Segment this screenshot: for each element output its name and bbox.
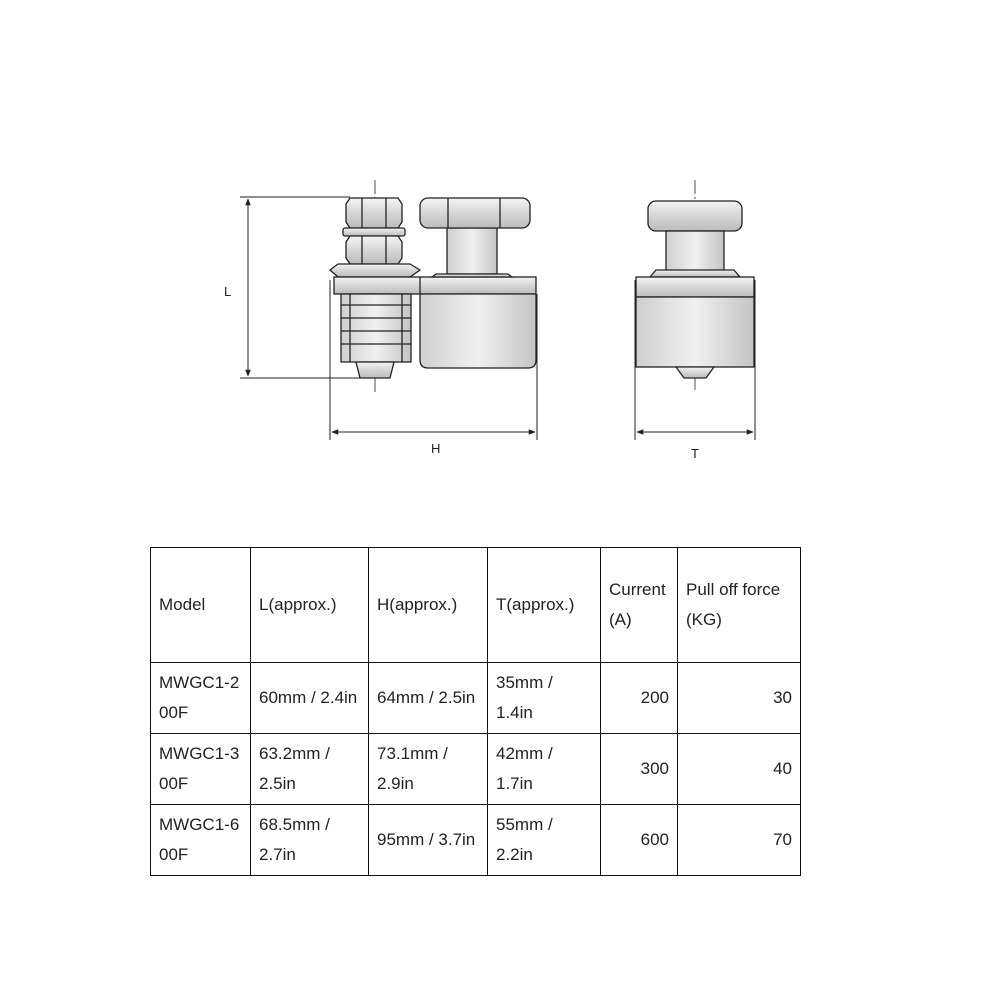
cell-model: MWGC1-300F xyxy=(151,734,251,805)
front-view xyxy=(330,180,536,395)
dimension-h-label: H xyxy=(431,441,441,456)
cell-force: 40 xyxy=(678,734,801,805)
dimension-t-label: T xyxy=(691,446,699,461)
cell-force: 70 xyxy=(678,805,801,876)
cell-model: MWGC1-200F xyxy=(151,663,251,734)
cell-t: 55mm / 2.2in xyxy=(488,805,601,876)
table-row xyxy=(151,734,801,805)
cell-h: 64mm / 2.5in xyxy=(369,663,488,734)
cell-l: 68.5mm / 2.7in xyxy=(251,805,369,876)
header-current: Current (A) xyxy=(601,548,678,663)
cell-t: 42mm / 1.7in xyxy=(488,734,601,805)
cell-l: 63.2mm / 2.5in xyxy=(251,734,369,805)
cell-force: 30 xyxy=(678,663,801,734)
header-model: Model xyxy=(151,548,251,663)
table-header-row xyxy=(151,548,801,663)
header-force: Pull off force (KG) xyxy=(678,548,801,663)
technical-drawing xyxy=(0,0,1000,480)
cell-h: 95mm / 3.7in xyxy=(369,805,488,876)
table-row xyxy=(151,663,801,734)
cell-current: 200 xyxy=(601,663,678,734)
dimension-l-label: L xyxy=(224,284,232,299)
header-h: H(approx.) xyxy=(369,548,488,663)
cell-l: 60mm / 2.4in xyxy=(251,663,369,734)
header-l: L(approx.) xyxy=(251,548,369,663)
cell-model: MWGC1-600F xyxy=(151,805,251,876)
cell-t: 35mm / 1.4in xyxy=(488,663,601,734)
cell-current: 600 xyxy=(601,805,678,876)
table-row xyxy=(151,805,801,876)
cell-current: 300 xyxy=(601,734,678,805)
specs-table xyxy=(150,547,801,876)
cell-h: 73.1mm / 2.9in xyxy=(369,734,488,805)
side-view xyxy=(636,180,754,390)
header-t: T(approx.) xyxy=(488,548,601,663)
